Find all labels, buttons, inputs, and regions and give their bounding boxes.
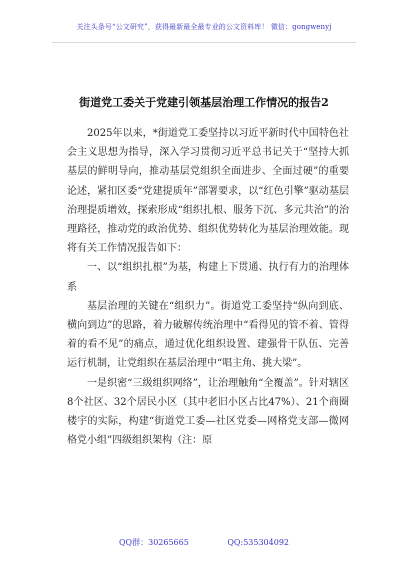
footer-qq: QQ:535304092 (227, 538, 289, 547)
paragraph-section-1: 基层治理的关键在“组织力”。街道党工委坚持“纵向到底、横向到边”的思路，着力破解传统治理中“看得见的管不着、管得着的看不见”的痛点，通过优化组织设置、建强骨干队伍、完善运行机制，让党组织在基层治理中“唱主角、挑大梁”。 (67, 300, 349, 370)
paragraph-point-1: 一是织密“三级组织网络”，让治理触角“全覆盖”。针对辖区8个社区、32个居民小区（其中老旧小区占比47%）、21个商圈楼宇的实际，构建“街道党工委—社区党委—网格党支部—微网格党小组”四级组织架构（注：原 (67, 377, 349, 447)
document-body (67, 124, 349, 450)
footer-qq-group: QQ群：30265665 (118, 538, 189, 547)
page-header-banner: 关注头条号“公文研究”，获得最新最全最专业的公文资料库！ 微信：gongwenyj (76, 23, 332, 31)
header-divider (52, 42, 356, 43)
paragraph-intro: 2025年以来，*街道党工委坚持以习近平新时代中国特色社会主义思想为指导，深入学习贯彻习近平总书记关于“坚持大抓基层的鲜明导向，推动基层党组织全面进步、全面过硬”的重要论述，紧扣区委“党建提质年”部署要求，以“红色引擎”驱动基层治理提质增效，探索形成“组织扎根、服务下沉、多元共治”的治理路径，推动党的政治优势、组织优势转化为基层治理效能。现将有关工作情况报告如下： (67, 128, 349, 255)
document-title: 街道党工委关于党建引领基层治理工作情况的报告2 (79, 96, 329, 109)
page-footer (0, 537, 408, 548)
section-heading-1: 一、以“组织扎根”为基，构建上下贯通、执行有力的治理体系 (67, 262, 349, 293)
